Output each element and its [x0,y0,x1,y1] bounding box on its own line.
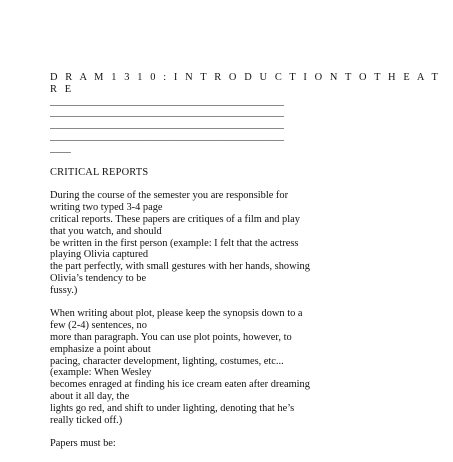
course-title: D R A M 1 3 1 0 : I N T R O D U C T I O N T O T H E A T [50,72,441,83]
paragraph-line: lights go red, and shift to under lighting, denoting that he’s [50,402,295,414]
paragraph-line: critical reports. These papers are critiques of a film and play [50,213,300,225]
section-heading: CRITICAL REPORTS [50,166,149,178]
rule-line: _____________________________________________ [50,130,284,142]
paragraph-line: pacing, character development, lighting, costumes, etc... [50,355,284,367]
paragraph-line: really ticked off.) [50,414,123,426]
paragraph-line: that you watch, and should [50,225,162,237]
paragraph-line: emphasize a point about [50,343,151,355]
paragraph-line: about it all day, the [50,390,130,402]
paragraph-line: becomes enraged at finding his ice cream eaten after dreaming [50,379,310,391]
underline-rules [50,96,410,155]
document-page [50,72,441,462]
paragraph-line: be written in the first person (example: I felt that the actress [50,237,299,249]
paragraph-line: fussy.) [50,284,78,296]
rule-line: _____________________________________________ [50,95,284,107]
paragraph-line: few (2-4) sentences, no [50,320,147,332]
paragraph-line: writing two typed 3-4 page [50,202,163,214]
rule-line: _____________________________________________ [50,119,284,131]
paragraph-line: (example: When Wesley [50,367,152,379]
paragraph-line: When writing about plot, please keep the synopsis down to a [50,308,303,320]
paragraph-line: more than paragraph. You can use plot points, however, to [50,331,292,343]
paragraph-line: During the course of the semester you are responsible for [50,190,289,202]
paragraph-line: Papers must be: [50,438,116,450]
paragraph-requirements [50,438,410,450]
paragraph-responsibilities [50,190,410,296]
paragraph-line: Olivia’s tendency to be [50,272,147,284]
paragraph-line: playing Olivia captured [50,249,149,261]
course-title-continued: R E [50,83,74,95]
rule-line-short: ____ [50,142,71,154]
paragraph-line: the part perfectly, with small gestures with her hands, showing [50,261,310,273]
rule-line: _____________________________________________ [50,107,284,119]
paragraph-plot [50,308,410,426]
